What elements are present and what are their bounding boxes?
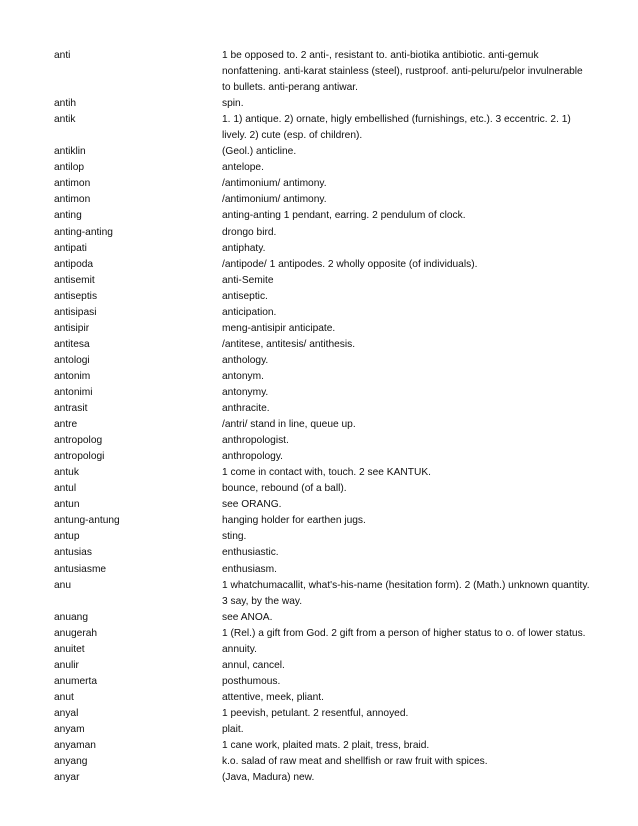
entry-definition: attentive, meek, pliant. xyxy=(222,691,324,703)
entry-term: antul xyxy=(54,483,77,495)
entry-definition: posthumous. xyxy=(222,675,281,687)
entry-definition: sting. xyxy=(222,531,247,543)
entry-definition: /antimonium/ antimony. xyxy=(222,178,327,190)
entry-definition: antelope. xyxy=(222,162,264,174)
entry-definition: plait. xyxy=(222,723,244,735)
dictionary-entry xyxy=(54,257,594,273)
entry-term: anting-anting xyxy=(54,226,113,238)
entry-term: anu xyxy=(54,579,71,591)
entry-term: antipoda xyxy=(54,258,94,270)
entry-term: antonimi xyxy=(54,386,93,398)
dictionary-entry xyxy=(54,658,594,674)
dictionary-entry xyxy=(54,241,594,257)
entry-term: antisipir xyxy=(54,322,90,334)
entry-definition: anthropology. xyxy=(222,451,283,463)
entry-term: antuk xyxy=(54,467,79,479)
entry-term: anting xyxy=(54,210,82,222)
entry-definition: (Java, Madura) new. xyxy=(222,772,315,784)
dictionary-entry xyxy=(54,674,594,690)
dictionary-entry xyxy=(54,160,594,176)
entry-term: antre xyxy=(54,419,78,431)
dictionary-entry xyxy=(54,449,594,465)
entry-term: anulir xyxy=(54,659,79,671)
entry-term: anyam xyxy=(54,723,85,735)
dictionary-entry xyxy=(54,48,594,96)
entry-definition: enthusiastic. xyxy=(222,547,279,559)
dictionary-entry xyxy=(54,337,594,353)
dictionary-entry xyxy=(54,144,594,160)
dictionary-entry xyxy=(54,417,594,433)
dictionary-entry xyxy=(54,225,594,241)
entry-definition: 1 be opposed to. 2 anti-, resistant to. anti-biotika antibiotic. anti-gemuk nonfattening. anti-karat stainless (steel), rustproof. anti-peluru/pelor invulnerable to bullets. anti-perang antiwar. xyxy=(222,50,583,94)
entry-definition: /antri/ stand in line, queue up. xyxy=(222,419,356,431)
dictionary-entry xyxy=(54,738,594,754)
dictionary-entry xyxy=(54,706,594,722)
entry-term: anyang xyxy=(54,756,88,768)
entry-term: antisemit xyxy=(54,274,95,286)
entry-term: antilop xyxy=(54,162,85,174)
entry-definition: 1 peevish, petulant. 2 resentful, annoyed. xyxy=(222,707,409,719)
entry-definition: 1 (Rel.) a gift from God. 2 gift from a person of higher status to o. of lower status. xyxy=(222,627,586,639)
entry-term: antiseptis xyxy=(54,290,98,302)
entry-definition: spin. xyxy=(222,98,244,110)
entry-definition: meng-antisipir anticipate. xyxy=(222,322,336,334)
entry-term: antih xyxy=(54,98,77,110)
dictionary-entry xyxy=(54,401,594,417)
dictionary-entry xyxy=(54,321,594,337)
entry-term: antup xyxy=(54,531,80,543)
entry-definition: antonymy. xyxy=(222,386,269,398)
entry-term: antusias xyxy=(54,547,92,559)
entry-term: anuitet xyxy=(54,643,85,655)
dictionary-entry xyxy=(54,433,594,449)
entry-definition: anthology. xyxy=(222,354,269,366)
entry-definition: drongo bird. xyxy=(222,226,277,238)
entry-term: anyar xyxy=(54,772,80,784)
entry-term: antonim xyxy=(54,370,91,382)
entry-definition: enthusiasm. xyxy=(222,563,277,575)
entry-definition: k.o. salad of raw meat and shellfish or raw fruit with spices. xyxy=(222,756,488,768)
dictionary-entry xyxy=(54,385,594,401)
entry-definition: 1 cane work, plaited mats. 2 plait, tress, braid. xyxy=(222,740,430,752)
dictionary-entry xyxy=(54,369,594,385)
entry-term: antusiasme xyxy=(54,563,107,575)
entry-definition: /antimonium/ antimony. xyxy=(222,194,327,206)
entry-term: antologi xyxy=(54,354,90,366)
entry-definition: anti-Semite xyxy=(222,274,274,286)
dictionary-entry xyxy=(54,626,594,642)
entry-definition: antonym. xyxy=(222,370,264,382)
entry-definition: anthropologist. xyxy=(222,435,289,447)
dictionary-entry xyxy=(54,642,594,658)
entry-term: antipati xyxy=(54,242,87,254)
entry-definition: anting-anting 1 pendant, earring. 2 pendulum of clock. xyxy=(222,210,466,222)
dictionary-entries xyxy=(54,48,594,786)
entry-term: anti xyxy=(54,50,71,61)
dictionary-entry xyxy=(54,529,594,545)
entry-term: antimon xyxy=(54,178,91,190)
entry-definition: annuity. xyxy=(222,643,257,655)
entry-term: anuang xyxy=(54,611,88,623)
dictionary-entry xyxy=(54,562,594,578)
dictionary-entry xyxy=(54,497,594,513)
dictionary-entry xyxy=(54,722,594,738)
dictionary-entry xyxy=(54,481,594,497)
entry-term: antimon xyxy=(54,194,91,206)
entry-term: antropologi xyxy=(54,451,105,463)
entry-term: anut xyxy=(54,691,74,703)
entry-term: antun xyxy=(54,499,80,511)
entry-definition: 1. 1) antique. 2) ornate, higly embellished (furnishings, etc.). 3 eccentric. 2. 1) lively. 2) cute (esp. of children). xyxy=(222,114,571,142)
entry-definition: annul, cancel. xyxy=(222,659,285,671)
entry-definition: /antitese, antitesis/ antithesis. xyxy=(222,338,356,350)
entry-definition: anticipation. xyxy=(222,306,277,318)
entry-definition: antiseptic. xyxy=(222,290,268,302)
dictionary-entry xyxy=(54,578,594,610)
dictionary-entry xyxy=(54,610,594,626)
entry-definition: see ANOA. xyxy=(222,611,273,623)
dictionary-entry xyxy=(54,273,594,289)
entry-definition: /antipode/ 1 antipodes. 2 wholly opposite (of individuals). xyxy=(222,258,478,270)
dictionary-entry xyxy=(54,96,594,112)
entry-term: anugerah xyxy=(54,627,98,639)
entry-term: antisipasi xyxy=(54,306,97,318)
dictionary-entry xyxy=(54,465,594,481)
entry-definition: anthracite. xyxy=(222,403,270,415)
entry-term: anyaman xyxy=(54,740,96,752)
entry-definition: antiphaty. xyxy=(222,242,266,254)
entry-term: antiklin xyxy=(54,146,86,158)
entry-definition: (Geol.) anticline. xyxy=(222,146,297,158)
dictionary-entry xyxy=(54,690,594,706)
entry-definition: 1 whatchumacallit, what's-his-name (hesitation form). 2 (Math.) unknown quantity. 3 say, by the way. xyxy=(222,579,590,607)
dictionary-entry xyxy=(54,545,594,561)
entry-definition: 1 come in contact with, touch. 2 see KANTUK. xyxy=(222,467,431,479)
dictionary-entry xyxy=(54,353,594,369)
entry-term: antik xyxy=(54,114,76,126)
dictionary-entry xyxy=(54,770,594,786)
dictionary-entry xyxy=(54,305,594,321)
dictionary-entry xyxy=(54,192,594,208)
dictionary-entry xyxy=(54,513,594,529)
entry-term: anumerta xyxy=(54,675,98,687)
entry-definition: hanging holder for earthen jugs. xyxy=(222,515,366,527)
entry-term: anyal xyxy=(54,707,79,719)
entry-term: antung-antung xyxy=(54,515,120,527)
dictionary-entry xyxy=(54,289,594,305)
entry-term: antitesa xyxy=(54,338,90,350)
dictionary-entry xyxy=(54,754,594,770)
dictionary-entry xyxy=(54,112,594,144)
entry-definition: see ORANG. xyxy=(222,499,282,511)
dictionary-entry xyxy=(54,208,594,224)
entry-term: antropolog xyxy=(54,435,103,447)
dictionary-entry xyxy=(54,176,594,192)
entry-term: antrasit xyxy=(54,403,88,415)
entry-definition: bounce, rebound (of a ball). xyxy=(222,483,347,495)
